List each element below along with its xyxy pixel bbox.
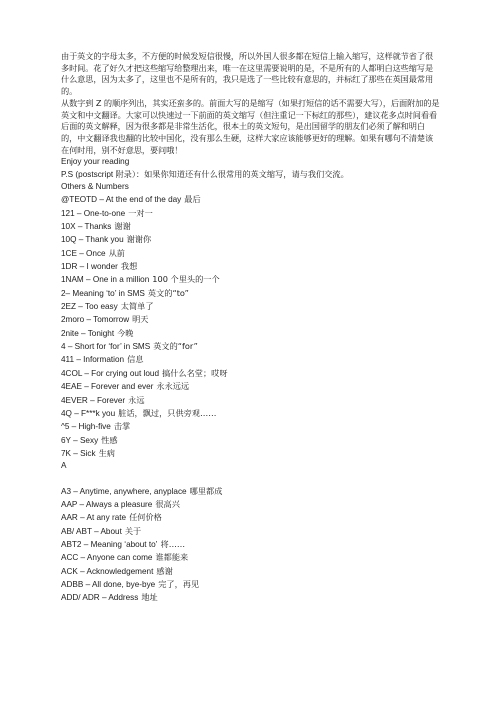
list-item-english: ACC – Anyone can come: [61, 553, 153, 563]
list-item-english: ABT2 – Meaning ‘about to’: [61, 539, 158, 549]
list-item-chinese: 英文的“for”: [153, 341, 198, 352]
list-item-english: ADD/ ADR – Address: [61, 593, 139, 603]
list-item-english: 2moro – Tomorrow: [61, 315, 130, 325]
list-item-english: 4 – Short for ‘for’ in SMS: [61, 342, 151, 352]
list-item-chinese: 很高兴: [155, 498, 180, 509]
list-item-chinese: 脏话，飘过，只供旁观……: [118, 407, 217, 418]
list-item: [61, 287, 441, 300]
list-item-chinese: 一对一: [128, 207, 153, 218]
intro-section: [61, 51, 441, 156]
list-item: [61, 313, 441, 326]
list-item-chinese: 性感: [101, 434, 118, 445]
list-item: [61, 273, 441, 286]
list-item: [61, 420, 441, 433]
list-item-chinese: 我想: [120, 261, 138, 272]
list-item-english: AAP – Always a pleasure: [61, 499, 153, 509]
list-item: [61, 511, 441, 524]
list-item-english: A3 – Anytime, anywhere, anyplace: [61, 486, 187, 496]
list-item-english: 121 – One-to-one: [61, 208, 126, 218]
list-item-english: ACK – Acknowledgement: [61, 566, 154, 576]
list-item-english: 10Q – Thank you: [61, 235, 124, 245]
list-item-english: ADBB – All done, bye-bye: [61, 579, 156, 589]
intro-paragraph-2: 从数字到 Z 的顺序列出，其实还蛮多的。前面大写的是缩写（如果打短信的话不需要大写），后面附加的是英文和中文翻译。大家可以快速过一下前面的英文缩写（但注重记一下标红的那些），建议花多点时间看看后面的英文解释，因为很多都是非常生活化，很本土的英文短句，是出国留学的朋友们必须了解和明白的，中文翻译我也翻的比较中国化，没有那么生硬，这样大家应该能够更好的理解。如果有哪句不清楚该在何时用，别不好意思，要问哦！: [61, 97, 440, 155]
list-item-chinese: 明天: [132, 314, 149, 325]
list-item-chinese: 从前: [108, 247, 125, 258]
list-item-chinese: 今晚: [117, 327, 134, 338]
list-item-chinese: 最后: [184, 194, 201, 205]
list-item: [61, 447, 441, 460]
list-item-chinese: 永永远远: [156, 381, 190, 392]
list-item-english: Others & Numbers: [61, 182, 129, 192]
list-item-chinese: 将……: [160, 538, 186, 549]
list-item: [61, 538, 441, 551]
list-item-chinese: 谢谢: [114, 221, 131, 232]
abbreviation-list: [61, 156, 441, 604]
list-item-english: 1CE – Once: [61, 248, 106, 258]
list-item-chinese: 哪里都成: [189, 485, 223, 496]
section-letter: [61, 460, 441, 472]
list-item: [61, 434, 441, 447]
list-item: [61, 407, 441, 420]
list-item: [61, 156, 441, 168]
list-item-english: 6Y – Sexy: [61, 435, 99, 445]
list-item: [61, 207, 441, 220]
list-item: [61, 485, 441, 498]
list-item: [61, 565, 441, 578]
list-item-chinese: 太简单了: [120, 301, 154, 312]
list-item-english: 4EAE – Forever and ever: [61, 382, 154, 392]
list-item-english: 2nite – Tonight: [61, 328, 115, 338]
list-item-english: 10X – Thanks: [61, 222, 112, 232]
list-item: [61, 233, 441, 246]
list-item-chinese: 关于: [124, 525, 142, 536]
list-item-english: 4COL – For crying out loud: [61, 368, 159, 378]
list-item-chinese: 信息: [127, 354, 144, 365]
list-item-chinese: 英文的“to”: [147, 287, 189, 298]
list-item-chinese: 任何价格: [129, 512, 162, 523]
list-item: [61, 525, 441, 538]
intro-paragraph-1: 由于英文的字母太多，不方便的时候发短信很慢，所以外国人很多都在短信上输入缩写，这样就节省了很多时间。花了好久才把这些缩写给整理出来，唯一在这里需要说明的是，不是所有的人都明白这些缩写是什么意思，因为太多了，这里也不是所有的，我只是选了一些比较有意思的，并标红了那些在英国最常用的。: [61, 51, 434, 97]
list-item-english: 4Q – F***k you: [61, 408, 116, 418]
list-item: [61, 340, 441, 353]
list-item-chinese: 地址: [141, 592, 158, 603]
list-item: [61, 193, 441, 206]
list-item: [61, 591, 441, 604]
list-item-english: ^5 – High-five: [61, 422, 111, 432]
list-item: [61, 181, 441, 193]
list-item: [61, 220, 441, 233]
list-item: [61, 260, 441, 273]
list-item: [61, 578, 441, 591]
list-item-english: 1NAM – One in a million: [61, 275, 150, 285]
list-item-chinese: 搞什么名堂；哎呀: [162, 367, 228, 378]
list-item: [61, 394, 441, 407]
list-item: [61, 367, 441, 380]
list-item-chinese: 完了，再见: [158, 578, 200, 589]
list-item-chinese: 生病: [98, 447, 115, 458]
list-item-english: 7K – Sick: [61, 448, 96, 458]
list-item-chinese: 100 个里头的一个: [152, 274, 220, 285]
list-item: [61, 353, 441, 366]
list-item-english: 411 – Information: [61, 355, 125, 365]
list-item-chinese: 击掌: [113, 421, 131, 432]
list-item-english: AB/ ABT – About: [61, 526, 122, 536]
list-item-chinese: 永远: [128, 394, 145, 405]
list-item-english: Enjoy your reading: [61, 157, 130, 167]
list-item-english: A: [61, 461, 67, 471]
list-item-english: @TEOTD – At the end of the day: [61, 195, 182, 205]
list-item-chinese: 谢谢你: [126, 234, 152, 245]
list-item: [61, 169, 441, 181]
list-item-chinese: 谁都能来: [155, 552, 189, 563]
list-item-english: P.S (postscript 附录）：如果你知道还有什么很常用的英文缩写，请与我们交流。: [61, 169, 349, 179]
list-item-english: 2– Meaning ‘to’ in SMS: [61, 288, 145, 298]
list-item: [61, 380, 441, 393]
list-item: [61, 300, 441, 313]
list-item: [61, 327, 441, 340]
list-item-english: 1DR – I wonder: [61, 262, 118, 272]
list-item-chinese: 感谢: [156, 565, 173, 576]
list-item: [61, 498, 441, 511]
list-item-english: AAR – At any rate: [61, 513, 127, 523]
document-page: [61, 51, 441, 605]
list-item-english: 2EZ – Too easy: [61, 302, 118, 312]
list-item: [61, 551, 441, 564]
list-item: [61, 247, 441, 260]
list-item-english: 4EVER – Forever: [61, 395, 126, 405]
